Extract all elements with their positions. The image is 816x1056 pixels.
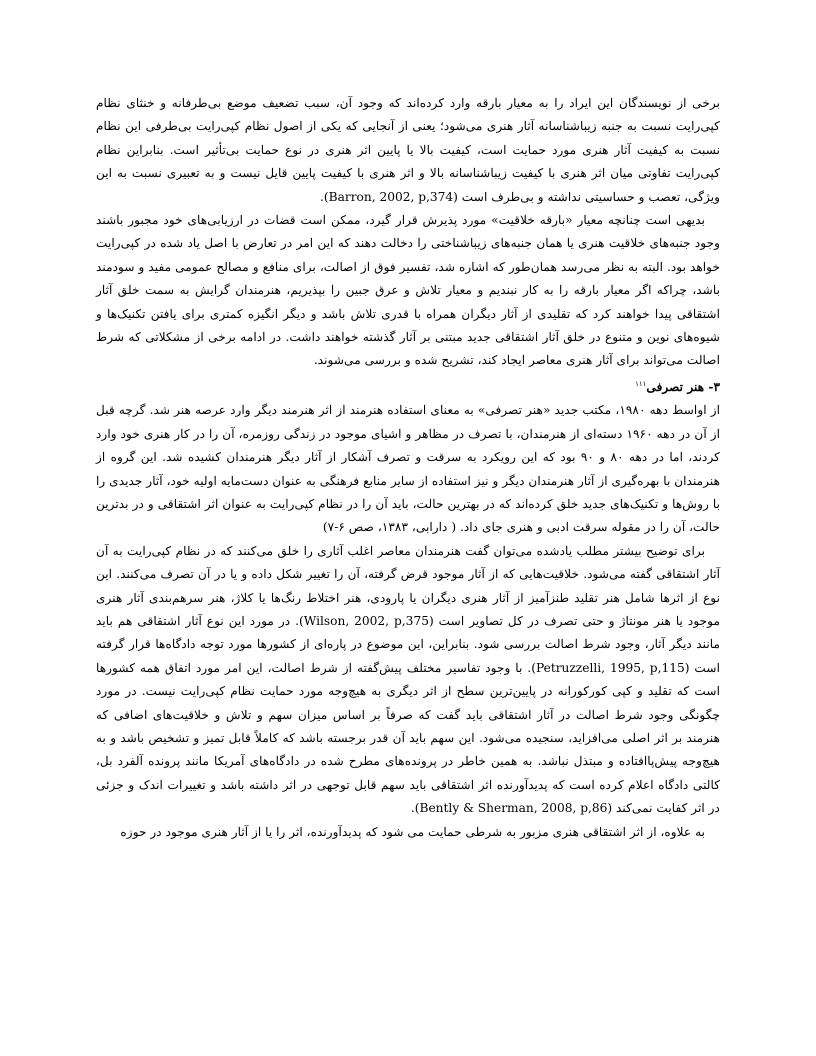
paragraph: به علاوه، از اثر اشتقاقی هنری مزبور به شرطی حمایت می شود که پدیدآورنده، اثر را یا از آثار هنری موجود در حوزه: [120, 824, 705, 839]
footnote-mark: ۱۱۱: [635, 379, 647, 388]
paragraph: از اواسط دهه ۱۹۸۰، مکتب جدید «هنر تصرفی» به معنای استفاده هنرمند از اثر هنرمند دیگر وارد عرصه هنر شد. گرچه قبل از آن در دهه ۱۹۶۰ دسته‌ای از هنرمندان، با تصرف در مظاهر و اشیای موجود در زندگی روزمره، آن را در کار هنری خود وارد کردند، اما در دهه ۸۰ و ۹۰ بود که این رویکرد به سرقت و تصرف آشکار از آثار دیگر هنرمندان کشیده شد. این گروه از هنرمندان با بهره‌گیری از آثار هنرمندان دیگر و نیز استفاده از سایر منابع فرهنگی به عنوان دست‌مایه اولیه خود، آثار جدیدی را با روش‌ها و تکنیک‌های جدید خلق کرده‌اند که در بهترین حالت، باید آن را در نظام کپی‌رایت به عنوان اثر اشتقاقی و در بدترین حالت، آن را در مقوله سرقت ادبی و هنری جای داد. ( دارابی، ۱۳۸۳، صص ۶-۷): [96, 403, 721, 535]
section-heading: [96, 373, 720, 399]
paragraph: برخی از نویسندگان این ایراد را به معیار بارقه وارد کرده‌اند که وجود آن، سبب تضعیف موضع بی‌طرفانه و خنثای نظام کپی‌رایت نسبت به جنبه زیباشناسانه آثار هنری می‌شود؛ یعنی از آنجایی که یکی از اصول نظام کپی‌رایت بی‌طرفی این نظام نسبت به کیفیت آثار هنری مورد حمایت است، کیفیت بالا یا پایین اثر هنری در نوع حمایت بی‌تأثیر است. بنابراین نظام کپی‌رایت تفاوتی میان اثر هنری با کیفیت زیباشناسانه بالا و اثر هنری با کیفیت پایین قایل نیست و به تعبیری نسبت به این ویژگی، تعصب و حساسیتی نداشته و بی‌طرف است (Barron, 2002, p,374).: [96, 96, 720, 204]
document-page: [96, 92, 720, 844]
section-heading-text: ۳- هنر تصرفی: [646, 379, 720, 394]
paragraph: بدیهی است چنانچه معیار «بارقه خلاقیت» مورد پذیرش قرار گیرد، ممکن است قضات در ارزیابی‌های خود مجبور باشند وجود جنبه‌های خلاقیت هنری یا همان جنبه‌های زیباشناختی را دخالت دهند که این امر در تعارض با اصل یاد شده در کپی‌رایت خواهد بود. البته به نظر می‌رسد همان‌طور که اشاره شد، تفسیر فوق از اصالت، برای منافع و مصالح عمومی مفید و سودمند باشد، چراکه اگر معیار بارقه را به کار نبندیم و معیار تلاش و عرق جبین را بپذیریم، هنرمندان گرایش به سمت خلق آثار اشتقاقی پیدا خواهند کرد که تقلیدی از آثار دیگران همراه با قدری تلاش باشد و دیگر انگیزه کمتری برای یافتن تکنیک‌ها و شیوه‌های نوین و متنوع در خلق آثار اشتقاقی جدید مبتنی بر آثار گذشته خواهند داشت. در ادامه برخی از مشکلاتی که شرط اصالت می‌تواند برای آثار هنری معاصر ایجاد کند، تشریح شده و بررسی می‌شوند.: [96, 213, 720, 368]
paragraph: برای توضیح بیشتر مطلب یادشده می‌توان گفت هنرمندان معاصر اغلب آثاری را خلق می‌کنند که در نظام کپی‌رایت به آن آثار اشتقاقی گفته می‌شود. خلاقیت‌هایی که از آثار موجود قرض گرفته، آن را تغییر شکل داده و یا در آن تصرف می‌کنند. این نوع از اثرها شامل هنر تقلید طنزآمیز از آثار هنری دیگران یا پارودی، هنر اختلاط رنگ‌ها یا کلاژ، هنر سرهم‌بندی آثار هنری موجود یا هنر مونتاژ و حتی تصرف در کل تصاویر است (Wilson, 2002, p,375). در مورد این نوع آثار اشتقاقی هم باید مانند دیگر آثار، وجود شرط اصالت بررسی شود. بنابراین، این موضوع در پاره‌ای از کشورها مورد توجه دادگاه‌ها قرار گرفته است (Petruzzelli, 1995, p,115). با وجود تفاسیر مختلف پیش‌گفته از شرط اصالت، این امر مورد اتفاق همه کشورها است که تقلید و کپی کورکورانه در پایین‌ترین سطح از اثر دیگری به هیچ‌وجه مورد حمایت نظام کپی‌رایت نیست. در مورد چگونگی وجود شرط اصالت در آثار اشتقاقی باید گفت که صرفاً بر اساس میزان سهم و تلاش و خلاقیت‌های اضافی که هنرمند بر اثر اصلی می‌افزاید، سنجیده می‌شود. این سهم باید آن قدر برجسته باشد که کاملاً قابل تمیز و تشخیص باشد و به هیچ‌وجه پیش‌پاافتاده و مبتذل نباشد. به همین خاطر در پرونده‌های مطرح شده در دادگاه‌های آمریکا مانند پرونده آلفرد بل، کالتی دادگاه اعلام کرده است که پدیدآورنده اثر اشتقاقی باید سهم قابل توجهی در اثر داشته باشد و تغییرات اندک و جزئی در اثر کفایت نمی‌کند (Bently & Sherman, 2008, p,86).: [96, 543, 720, 816]
